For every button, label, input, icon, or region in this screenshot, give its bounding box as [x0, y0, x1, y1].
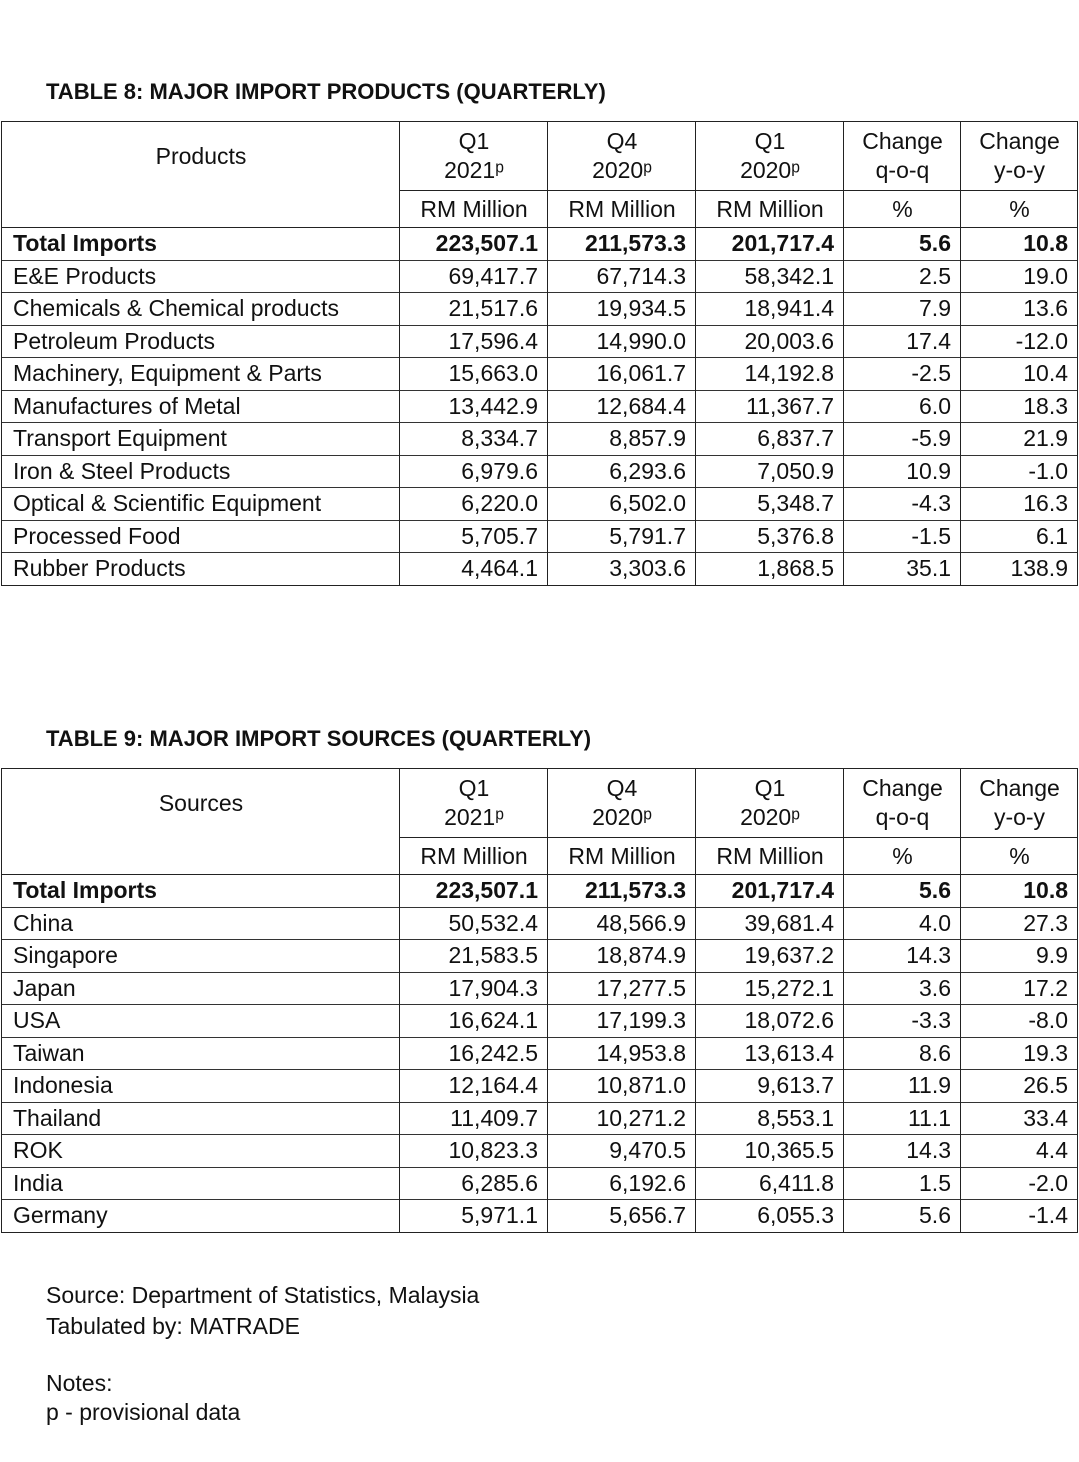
table9-label-header: Sources [2, 769, 400, 838]
change-qoq-value: 1.5 [844, 1167, 961, 1200]
table-row [2, 1102, 1078, 1135]
table9-change-qoq-header: Change q-o-q [844, 769, 961, 838]
q4-2020-value: 17,199.3 [548, 1005, 696, 1038]
table8-change-qoq-header: Change q-o-q [844, 122, 961, 191]
q1-2021-value: 13,442.9 [400, 390, 548, 423]
change-yoy-value: -2.0 [961, 1167, 1078, 1200]
change-qoq-value: -3.3 [844, 1005, 961, 1038]
q1-2020-value: 6,055.3 [696, 1200, 844, 1233]
change-qoq-value: 5.6 [844, 228, 961, 261]
table8-period-3: Q1 2020ᵖ [696, 122, 844, 191]
q4-2020-value: 6,502.0 [548, 488, 696, 521]
q1-2021-value: 6,220.0 [400, 488, 548, 521]
q1-2020-value: 11,367.7 [696, 390, 844, 423]
q4-2020-value: 8,857.9 [548, 423, 696, 456]
table-row [2, 1167, 1078, 1200]
q1-2021-value: 6,285.6 [400, 1167, 548, 1200]
q1-2020-value: 18,072.6 [696, 1005, 844, 1038]
table9-change-yoy-header: Change y-o-y [961, 769, 1078, 838]
change-qoq-value: 17.4 [844, 325, 961, 358]
q1-2021-value: 5,971.1 [400, 1200, 548, 1233]
q1-2020-value: 5,348.7 [696, 488, 844, 521]
change-qoq-value: 14.3 [844, 940, 961, 973]
change-yoy-value: 17.2 [961, 972, 1078, 1005]
table9-period-1: Q1 2021ᵖ [400, 769, 548, 838]
provisional-note: p - provisional data [46, 1399, 241, 1425]
tabulated-by-note: Tabulated by: MATRADE [46, 1313, 300, 1339]
table8-change-yoy-header: Change y-o-y [961, 122, 1078, 191]
change-yoy-value: 21.9 [961, 423, 1078, 456]
table-row [2, 972, 1078, 1005]
row-label: Manufactures of Metal [2, 390, 400, 423]
q1-2020-value: 19,637.2 [696, 940, 844, 973]
change-yoy-value: 26.5 [961, 1070, 1078, 1103]
row-label: Japan [2, 972, 400, 1005]
row-label: Total Imports [2, 228, 400, 261]
change-qoq-value: 2.5 [844, 260, 961, 293]
table8-title: TABLE 8: MAJOR IMPORT PRODUCTS (QUARTERLY) [46, 79, 606, 104]
table8-unit-5: % [961, 191, 1078, 228]
row-label: Germany [2, 1200, 400, 1233]
source-note: Source: Department of Statistics, Malaysia [46, 1282, 480, 1308]
row-label: Rubber Products [2, 553, 400, 586]
table-row [2, 358, 1078, 391]
table9-label-spacer [2, 838, 400, 875]
q4-2020-value: 16,061.7 [548, 358, 696, 391]
change-yoy-value: 138.9 [961, 553, 1078, 586]
row-label: Total Imports [2, 875, 400, 908]
table8-period-1: Q1 2021ᵖ [400, 122, 548, 191]
change-qoq-value: -5.9 [844, 423, 961, 456]
change-yoy-value: 16.3 [961, 488, 1078, 521]
table-row [2, 228, 1078, 261]
change-qoq-value: 14.3 [844, 1135, 961, 1168]
change-qoq-value: 11.9 [844, 1070, 961, 1103]
change-qoq-value: 35.1 [844, 553, 961, 586]
q1-2020-value: 201,717.4 [696, 228, 844, 261]
q1-2021-value: 11,409.7 [400, 1102, 548, 1135]
q1-2021-value: 223,507.1 [400, 875, 548, 908]
q1-2021-value: 4,464.1 [400, 553, 548, 586]
table8-import-products [1, 121, 1078, 586]
table-row [2, 520, 1078, 553]
table-row [2, 260, 1078, 293]
q1-2021-value: 10,823.3 [400, 1135, 548, 1168]
change-yoy-value: 10.8 [961, 228, 1078, 261]
table8-unit-4: % [844, 191, 961, 228]
table9-unit-1: RM Million [400, 838, 548, 875]
change-yoy-value: 13.6 [961, 293, 1078, 326]
row-label: Iron & Steel Products [2, 455, 400, 488]
q4-2020-value: 10,871.0 [548, 1070, 696, 1103]
table8-unit-2: RM Million [548, 191, 696, 228]
change-qoq-value: -2.5 [844, 358, 961, 391]
table-row [2, 1037, 1078, 1070]
change-yoy-value: -1.0 [961, 455, 1078, 488]
q1-2020-value: 15,272.1 [696, 972, 844, 1005]
table-row [2, 488, 1078, 521]
q4-2020-value: 211,573.3 [548, 228, 696, 261]
q1-2020-value: 10,365.5 [696, 1135, 844, 1168]
q4-2020-value: 211,573.3 [548, 875, 696, 908]
row-label: Singapore [2, 940, 400, 973]
table9-title: TABLE 9: MAJOR IMPORT SOURCES (QUARTERLY) [46, 726, 592, 751]
change-qoq-value: 4.0 [844, 907, 961, 940]
table-row [2, 325, 1078, 358]
change-yoy-value: 27.3 [961, 907, 1078, 940]
q4-2020-value: 6,293.6 [548, 455, 696, 488]
change-qoq-value: -4.3 [844, 488, 961, 521]
change-yoy-value: -1.4 [961, 1200, 1078, 1233]
change-yoy-value: -12.0 [961, 325, 1078, 358]
q4-2020-value: 18,874.9 [548, 940, 696, 973]
q4-2020-value: 17,277.5 [548, 972, 696, 1005]
table8-unit-1: RM Million [400, 191, 548, 228]
table-row [2, 455, 1078, 488]
change-qoq-value: -1.5 [844, 520, 961, 553]
table9-unit-4: % [844, 838, 961, 875]
row-label: ROK [2, 1135, 400, 1168]
notes-label: Notes: [46, 1370, 113, 1396]
q1-2021-value: 16,242.5 [400, 1037, 548, 1070]
q1-2020-value: 39,681.4 [696, 907, 844, 940]
q4-2020-value: 10,271.2 [548, 1102, 696, 1135]
row-label: Machinery, Equipment & Parts [2, 358, 400, 391]
q1-2020-value: 201,717.4 [696, 875, 844, 908]
change-yoy-value: 10.8 [961, 875, 1078, 908]
q4-2020-value: 5,791.7 [548, 520, 696, 553]
row-label: E&E Products [2, 260, 400, 293]
q4-2020-value: 14,953.8 [548, 1037, 696, 1070]
q4-2020-value: 67,714.3 [548, 260, 696, 293]
table-row [2, 293, 1078, 326]
row-label: Indonesia [2, 1070, 400, 1103]
change-yoy-value: -8.0 [961, 1005, 1078, 1038]
row-label: Optical & Scientific Equipment [2, 488, 400, 521]
table-row [2, 1135, 1078, 1168]
q1-2021-value: 17,904.3 [400, 972, 548, 1005]
q1-2020-value: 6,837.7 [696, 423, 844, 456]
change-yoy-value: 4.4 [961, 1135, 1078, 1168]
q4-2020-value: 3,303.6 [548, 553, 696, 586]
q1-2020-value: 58,342.1 [696, 260, 844, 293]
change-qoq-value: 6.0 [844, 390, 961, 423]
q1-2021-value: 223,507.1 [400, 228, 548, 261]
q1-2021-value: 17,596.4 [400, 325, 548, 358]
table-row [2, 390, 1078, 423]
table-row [2, 940, 1078, 973]
q1-2021-value: 21,583.5 [400, 940, 548, 973]
q1-2021-value: 50,532.4 [400, 907, 548, 940]
table8-label-header: Products [2, 122, 400, 191]
row-label: Petroleum Products [2, 325, 400, 358]
change-yoy-value: 19.0 [961, 260, 1078, 293]
table-row [2, 553, 1078, 586]
change-yoy-value: 33.4 [961, 1102, 1078, 1135]
q1-2020-value: 6,411.8 [696, 1167, 844, 1200]
q1-2020-value: 9,613.7 [696, 1070, 844, 1103]
table8-period-2: Q4 2020ᵖ [548, 122, 696, 191]
table-row [2, 1070, 1078, 1103]
change-qoq-value: 3.6 [844, 972, 961, 1005]
q4-2020-value: 19,934.5 [548, 293, 696, 326]
table9-period-2: Q4 2020ᵖ [548, 769, 696, 838]
q1-2021-value: 69,417.7 [400, 260, 548, 293]
table-row [2, 1005, 1078, 1038]
table-row [2, 875, 1078, 908]
q1-2020-value: 7,050.9 [696, 455, 844, 488]
q4-2020-value: 5,656.7 [548, 1200, 696, 1233]
q4-2020-value: 9,470.5 [548, 1135, 696, 1168]
table8-unit-3: RM Million [696, 191, 844, 228]
change-qoq-value: 11.1 [844, 1102, 961, 1135]
q1-2021-value: 12,164.4 [400, 1070, 548, 1103]
row-label: China [2, 907, 400, 940]
q1-2021-value: 8,334.7 [400, 423, 548, 456]
change-qoq-value: 5.6 [844, 1200, 961, 1233]
row-label: Chemicals & Chemical products [2, 293, 400, 326]
q4-2020-value: 6,192.6 [548, 1167, 696, 1200]
q1-2021-value: 6,979.6 [400, 455, 548, 488]
change-yoy-value: 19.3 [961, 1037, 1078, 1070]
q1-2021-value: 5,705.7 [400, 520, 548, 553]
table9-period-3: Q1 2020ᵖ [696, 769, 844, 838]
q1-2020-value: 1,868.5 [696, 553, 844, 586]
q1-2021-value: 15,663.0 [400, 358, 548, 391]
q1-2020-value: 20,003.6 [696, 325, 844, 358]
change-qoq-value: 5.6 [844, 875, 961, 908]
change-yoy-value: 10.4 [961, 358, 1078, 391]
table-row [2, 1200, 1078, 1233]
row-label: USA [2, 1005, 400, 1038]
row-label: Thailand [2, 1102, 400, 1135]
q4-2020-value: 48,566.9 [548, 907, 696, 940]
change-yoy-value: 6.1 [961, 520, 1078, 553]
change-yoy-value: 18.3 [961, 390, 1078, 423]
table8-label-spacer [2, 191, 400, 228]
q1-2020-value: 13,613.4 [696, 1037, 844, 1070]
table-row [2, 907, 1078, 940]
q1-2020-value: 18,941.4 [696, 293, 844, 326]
change-yoy-value: 9.9 [961, 940, 1078, 973]
row-label: Processed Food [2, 520, 400, 553]
q1-2020-value: 14,192.8 [696, 358, 844, 391]
q1-2020-value: 5,376.8 [696, 520, 844, 553]
table9-unit-5: % [961, 838, 1078, 875]
table9-import-sources [1, 768, 1078, 1233]
change-qoq-value: 10.9 [844, 455, 961, 488]
q1-2021-value: 21,517.6 [400, 293, 548, 326]
table9-unit-3: RM Million [696, 838, 844, 875]
change-qoq-value: 7.9 [844, 293, 961, 326]
row-label: India [2, 1167, 400, 1200]
q1-2021-value: 16,624.1 [400, 1005, 548, 1038]
q4-2020-value: 12,684.4 [548, 390, 696, 423]
q1-2020-value: 8,553.1 [696, 1102, 844, 1135]
q4-2020-value: 14,990.0 [548, 325, 696, 358]
change-qoq-value: 8.6 [844, 1037, 961, 1070]
table-row [2, 423, 1078, 456]
row-label: Taiwan [2, 1037, 400, 1070]
table9-unit-2: RM Million [548, 838, 696, 875]
row-label: Transport Equipment [2, 423, 400, 456]
